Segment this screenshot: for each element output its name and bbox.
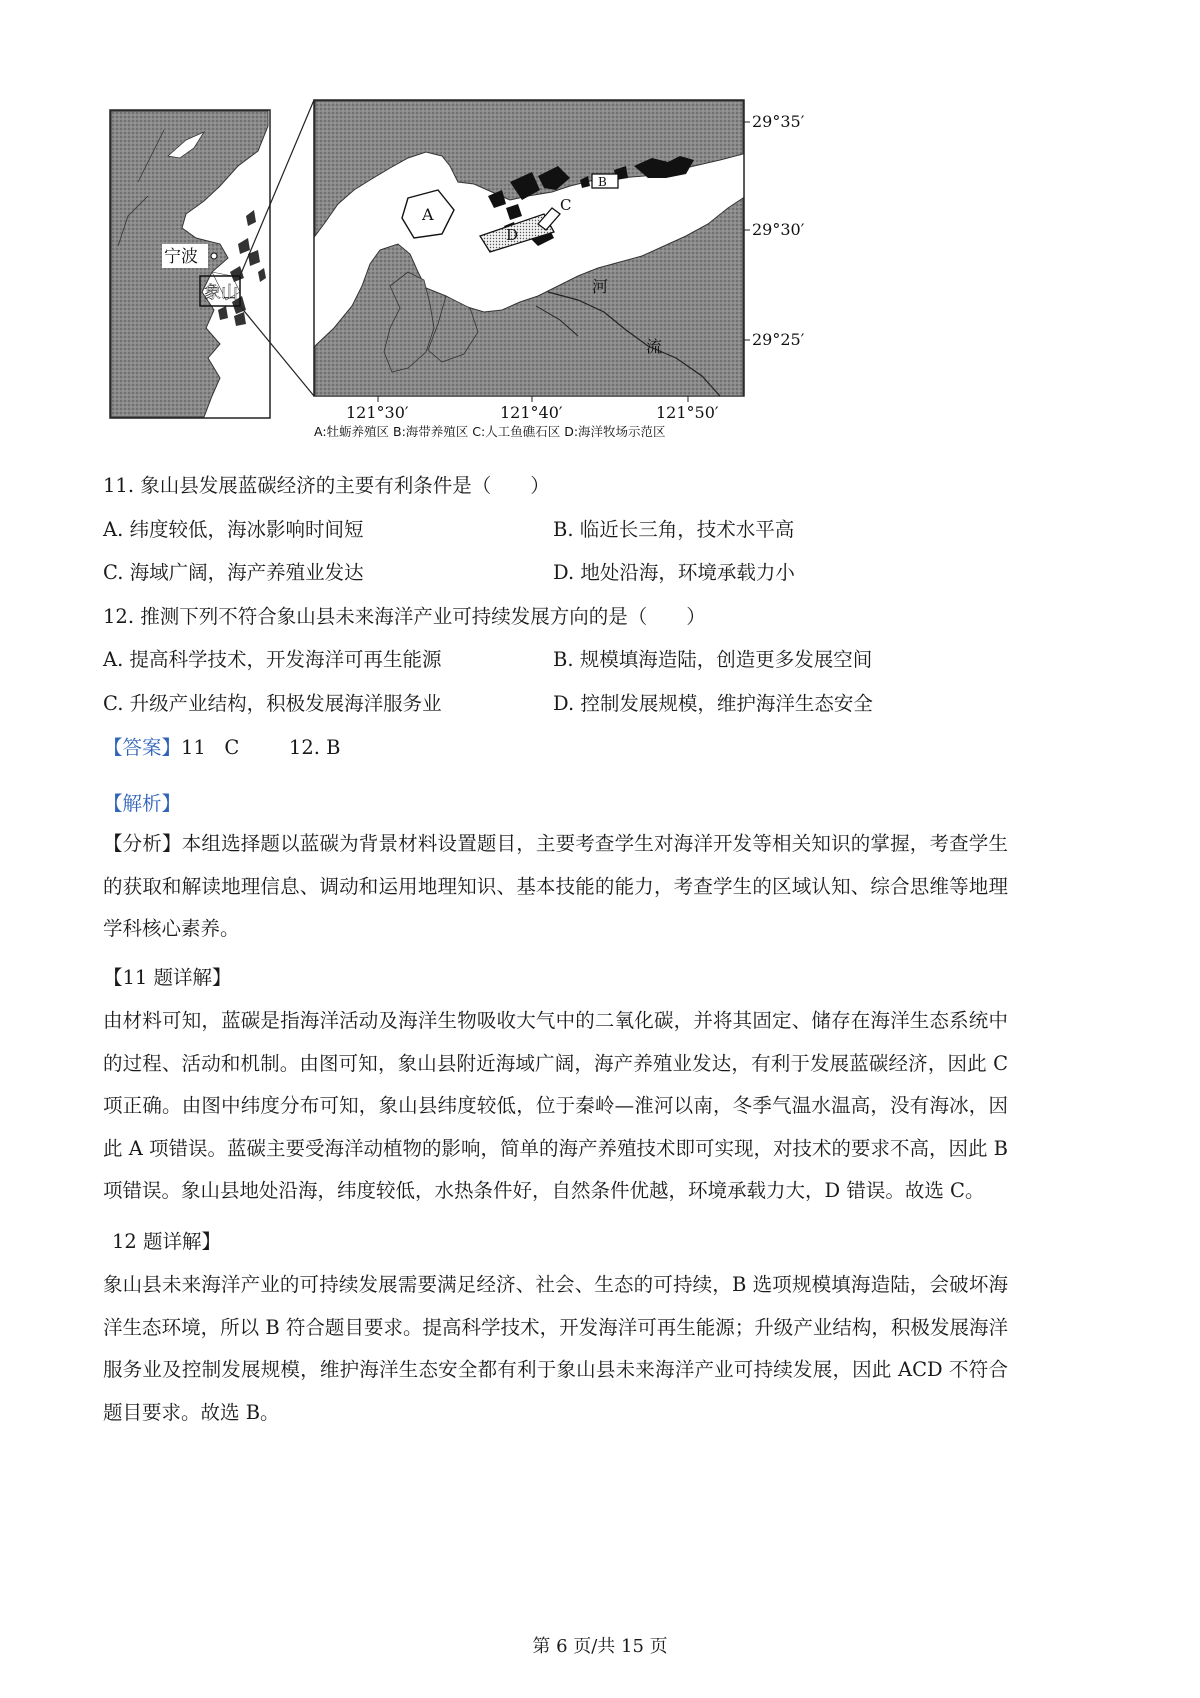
analysis-paragraph: 【分析】本组选择题以蓝碳为背景材料设置题目，主要考查学生对海洋开发等相关知识的掌握，考查学生的获取和解读地理信息、调动和运用地理知识、基本技能的能力，考查学生的区域认知、综合思维等地理学科核心素养。 xyxy=(103,832,1008,940)
detail11-paragraph: 由材料可知，蓝碳是指海洋活动及海洋生物吸收大气中的二氧化碳，并将其固定、储存在海洋生态系统中的过程、活动和机制。由图可知，象山县附近海域广阔，海产养殖业发达，有利于发展蓝碳经济，因此 C 项正确。由图中纬度分布可知，象山县纬度较低，位于秦岭—淮河以南，冬季气温水温高，没有海冰，因此 A 项错误。蓝碳主要受海洋动植物的影响，简单的海产养殖技术即可实现，对技术的要求不高，因此 B 项错误。象山县地处沿海，纬度较低，水热条件好，自然条件优越，环境承载力大，D 错误。故选 C。 xyxy=(103,1009,1009,1202)
q11-option-b: B. 临近长三角，技术水平高 xyxy=(553,518,795,541)
lat-label-2: 29°30′ xyxy=(752,220,805,239)
q12-option-b: B. 规模填海造陆，创造更多发展空间 xyxy=(553,648,873,671)
zone-b-label: B xyxy=(598,175,607,189)
lat-label-3: 29°25′ xyxy=(752,330,805,349)
answer-text: 11 C 12. B xyxy=(181,736,341,759)
zone-d-label: D xyxy=(506,226,519,244)
map-legend: A:牡蛎养殖区 B:海带养殖区 C:人工鱼礁石区 D:海洋牧场示范区 xyxy=(314,424,666,439)
detail12-paragraph: 象山县未来海洋产业的可持续发展需要满足经济、社会、生态的可持续，B 选项规模填海造陆，会破坏海洋生态环境，所以 B 符合题目要求。提高科学技术，开发海洋可再生能源；升级产业结构，积极发展海洋服务业及控制发展规模，维护海洋生态安全都有利于象山县未来海洋产业可持续发展，因此 ACD 不符合题目要求。故选 B。 xyxy=(103,1273,1008,1424)
q11-option-a: A. 纬度较低，海冰影响时间短 xyxy=(103,518,364,541)
analysis-label: 【解析】 xyxy=(103,792,182,815)
river-char-1: 河 xyxy=(592,277,609,296)
q11-option-d: D. 地处沿海，环境承载力小 xyxy=(553,561,795,584)
q12-option-a: A. 提高科学技术，开发海洋可再生能源 xyxy=(103,648,442,671)
detail-map xyxy=(314,100,750,402)
map-figure xyxy=(108,96,828,456)
answer-label: 【答案】 xyxy=(103,736,182,759)
detail12-label: 12 题详解】 xyxy=(112,1230,222,1253)
q12-stem: 12. 推测下列不符合象山县未来海洋产业可持续发展方向的是（ ） xyxy=(103,605,706,628)
answer-line xyxy=(103,732,340,760)
river-char-2: 流 xyxy=(646,337,663,356)
map-svg xyxy=(108,96,828,456)
zone-a-label: A xyxy=(422,205,434,224)
inset-map xyxy=(110,100,314,418)
q12-option-d: D. 控制发展规模，维护海洋生态安全 xyxy=(553,692,873,715)
q11-option-c: C. 海域广阔，海产养殖业发达 xyxy=(103,561,364,584)
lon-label-2: 121°40′ xyxy=(500,403,563,422)
ningbo-marker xyxy=(211,253,217,259)
page-footer: 第 6 页/共 15 页 xyxy=(532,1636,668,1657)
lat-label-1: 29°35′ xyxy=(752,112,805,131)
xiangshan-label: 象山 xyxy=(204,283,238,303)
q12-option-c: C. 升级产业结构，积极发展海洋服务业 xyxy=(103,692,442,715)
q11-stem: 11. 象山县发展蓝碳经济的主要有利条件是（ ） xyxy=(103,474,550,497)
detail11-label: 【11 题详解】 xyxy=(103,966,232,989)
ningbo-label: 宁波 xyxy=(164,247,198,267)
lon-label-1: 121°30′ xyxy=(346,403,409,422)
zone-c-label: C xyxy=(560,196,572,214)
lon-label-3: 121°50′ xyxy=(656,403,719,422)
